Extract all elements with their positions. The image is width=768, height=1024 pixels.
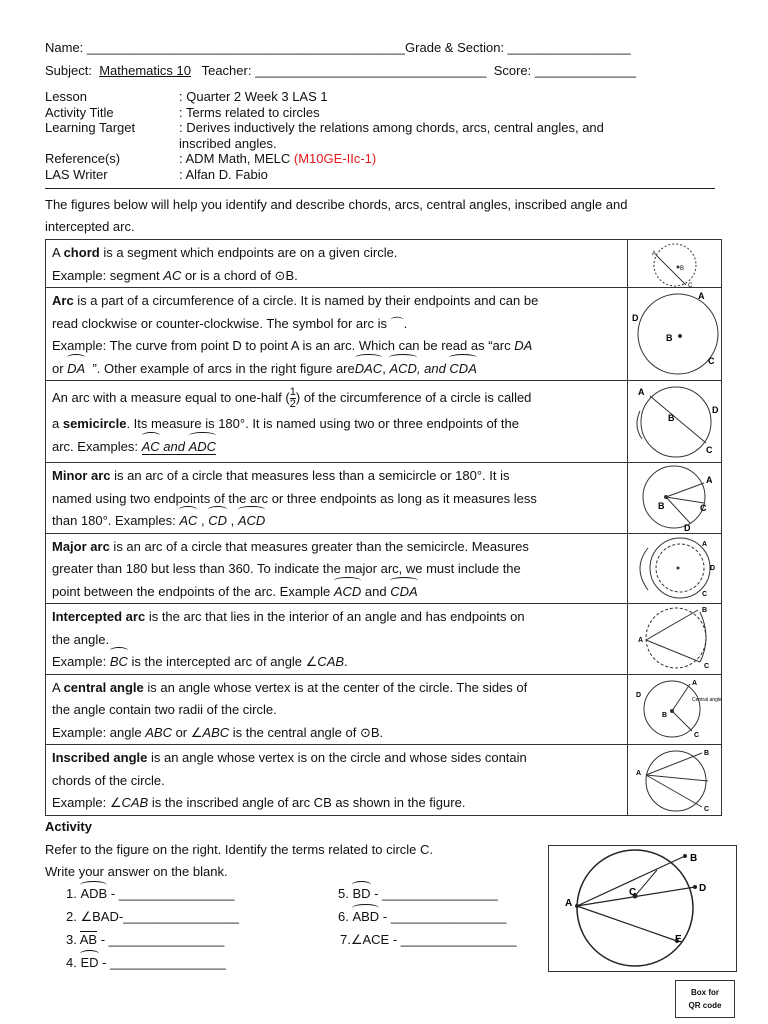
item-term: ABD	[352, 909, 380, 924]
label-d: D	[712, 405, 719, 415]
txt: named using two endpoints of the arc or three endpoints as long as it measures less	[52, 490, 537, 506]
central-angle-figure	[628, 674, 722, 745]
txt: Example: The curve from point D to point A is an arc. Which can be read as “arc	[52, 338, 515, 353]
arc-text: Arc is a part of a circumference of a circle. It is named by their endpoints and can be read clockwise or counter-clockwise. The symbol for arc is ⌒. Example: The curve from point D to point A is an arc. Which can be read as “arc DA or DA ”. Other example of arcs in the right figure areDAC, ACD, and CDA	[46, 288, 628, 381]
term-inscribed-angle: Inscribed angle	[52, 750, 148, 765]
txt: is a segment which endpoints are on a given circle.	[99, 245, 398, 260]
label-a: A	[638, 387, 645, 397]
term-intercepted-arc: Intercepted arc	[52, 609, 146, 624]
txt: An arc with a measure equal to one-half (	[52, 390, 290, 405]
major-arc-figure	[628, 533, 722, 604]
txt: A	[52, 679, 64, 695]
chord-diagram	[628, 240, 722, 288]
txt: ”. Other example of arcs in the right figure are	[85, 360, 355, 376]
answer-blank[interactable]: ________________	[382, 886, 498, 901]
frac-num: 1	[289, 386, 296, 399]
info-value: : Quarter 2 Week 3 LAS 1	[179, 89, 328, 104]
txt: is an arc of a circle that measures greater than the semicircle. Measures	[109, 538, 529, 554]
intro-line: intercepted arc.	[45, 219, 135, 234]
grade-label: Grade & Section:	[405, 40, 505, 55]
term-arc: Arc	[52, 293, 74, 308]
label-c: C	[704, 663, 710, 670]
txt: read clockwise or counter-clockwise. The symbol for arc is ⌒.	[52, 315, 408, 331]
label-a: A	[698, 291, 705, 301]
info-label: LAS Writer	[45, 166, 108, 182]
arc-cda: CDA	[390, 581, 417, 604]
label-c: C	[629, 887, 637, 898]
name-field[interactable]: ____________________________________________	[86, 40, 406, 55]
activity-item-5	[338, 886, 498, 901]
qr-label: Box for	[691, 988, 719, 997]
item-sep: -	[98, 955, 111, 970]
txt: is the inscribed angle of arc CB as shown in the figure.	[148, 795, 466, 810]
item-number: 7.	[340, 932, 351, 947]
intercepted-arc-diagram	[628, 604, 722, 672]
label-b: B	[690, 853, 698, 864]
item-term: AB	[79, 932, 98, 947]
table-row	[46, 288, 722, 381]
activity-title: Activity	[45, 819, 92, 834]
label-a: A	[638, 637, 644, 644]
semicircle-examples	[142, 439, 216, 455]
label-b: B	[662, 711, 668, 719]
arc-cda: CDA	[449, 358, 476, 381]
arc-bc: BC	[110, 651, 128, 674]
activity-item-4	[66, 955, 226, 970]
txt: point between the endpoints of the arc. Example	[52, 583, 334, 599]
activity-circle-diagram	[549, 846, 736, 971]
central-angle-note: Central angle	[692, 696, 722, 703]
arc-acd: ACD	[389, 358, 416, 381]
term-major-arc: Major arc	[52, 538, 110, 554]
info-value: : Terms related to circles	[179, 104, 320, 120]
item-number: 1.	[66, 886, 77, 901]
frac-den: 2	[289, 398, 296, 411]
table-row	[46, 604, 722, 675]
table-row	[46, 381, 722, 463]
table-row	[46, 533, 722, 604]
label-d: D	[699, 883, 707, 894]
label-c: C	[706, 445, 713, 455]
term-minor-arc: Minor arc	[52, 468, 111, 483]
arc-da: DA	[514, 338, 533, 353]
qr-label: QR code	[688, 1001, 722, 1010]
minor-arc-figure	[628, 463, 722, 534]
table-row	[46, 674, 722, 745]
arc-acd: ACD	[238, 510, 265, 533]
inscribed-angle-figure	[628, 745, 722, 816]
subject-row	[45, 63, 636, 78]
arc-ac: AC	[142, 436, 160, 459]
txt: and	[159, 438, 189, 454]
answer-blank[interactable]: ________________	[390, 909, 507, 924]
semicircle-diagram	[628, 381, 722, 463]
activity-item-1	[66, 886, 234, 901]
answer-blank[interactable]: ________________	[400, 932, 517, 947]
lesson-info	[45, 89, 604, 182]
item-number: 2.	[66, 909, 77, 924]
txt: the angle.	[52, 631, 110, 647]
txt: . Its measure is 180°. It is named using two or three endpoints of the	[126, 416, 519, 431]
answer-blank[interactable]: ________________	[108, 932, 225, 947]
txt: is an angle whose vertex is at the center of the circle. The sides of	[143, 679, 528, 695]
txt: is the intercepted arc of angle	[127, 654, 306, 669]
score-field[interactable]: ______________	[534, 63, 637, 78]
txt: or	[171, 724, 191, 740]
item-sep: -	[379, 909, 391, 924]
inscribed-angle-diagram	[628, 745, 722, 815]
label-b: B	[704, 750, 710, 757]
label-d: D	[636, 691, 642, 699]
item-sep: -	[97, 932, 109, 947]
label-d: D	[632, 313, 639, 323]
txt: , and	[416, 360, 450, 376]
info-value: : Alfan D. Fabio	[179, 166, 268, 182]
arc-cd: CD	[208, 510, 227, 533]
txt: greater than 180 but less than 360. To indicate the major arc, we must include the	[52, 561, 521, 576]
txt: Example:	[52, 654, 110, 669]
label-a: A	[652, 251, 657, 257]
arc-adc: ADC	[189, 436, 216, 459]
activity-item-2	[66, 909, 239, 925]
label-b: B	[680, 266, 685, 272]
major-arc-diagram	[628, 534, 722, 603]
term-central-angle: central angle	[63, 679, 144, 695]
teacher-field[interactable]: ________________________________	[255, 63, 487, 78]
table-row	[46, 463, 722, 534]
semicircle-figure	[628, 381, 722, 463]
item-sep: -	[370, 886, 383, 901]
txt: is the arc that lies in the interior of an angle and has endpoints on	[145, 609, 525, 624]
label-d: D	[710, 564, 716, 572]
info-label: Learning Target	[45, 120, 136, 135]
label-a: A	[565, 898, 573, 909]
txt: ) of the circumference of a circle is called	[295, 390, 532, 405]
item-term: ∠BAD	[80, 909, 119, 924]
label-a: A	[702, 540, 708, 548]
item-number: 4.	[66, 955, 77, 970]
label-d: D	[684, 523, 691, 532]
name-row	[45, 40, 631, 55]
minor-arc-text: Minor arc is an arc of a circle that measures less than a semicircle or 180°. It is named using two endpoints of the arc or three endpoints as long as it measures less than 180°. Examples: AC , CD , ACD	[46, 463, 628, 534]
table-row	[46, 745, 722, 816]
txt: A	[52, 245, 64, 260]
subject-label: Subject:	[45, 63, 92, 78]
item-term: ADB	[80, 886, 108, 901]
answer-blank[interactable]: ________________	[123, 909, 239, 924]
txt: is the central angle of ⊙B.	[229, 724, 384, 740]
teacher-label: Teacher:	[201, 63, 252, 78]
label-c: C	[688, 283, 693, 288]
label-c: C	[708, 356, 715, 366]
term-semicircle: semicircle	[62, 416, 127, 431]
arc-acd: ACD	[334, 581, 361, 604]
arc-figure	[628, 288, 722, 381]
item-term: BD	[352, 886, 371, 901]
txt: Example: segment	[52, 267, 164, 283]
intercepted-arc-figure	[628, 604, 722, 675]
semicircle-text	[46, 381, 628, 463]
name-label: Name:	[45, 40, 84, 55]
chord-text	[46, 240, 628, 288]
txt: the angle contain two radii of the circle.	[52, 702, 277, 717]
txt: or	[52, 360, 68, 376]
txt: and	[361, 583, 391, 599]
item-sep: -	[118, 909, 124, 924]
item-number: 3.	[66, 932, 77, 947]
activity-instruction: Write your answer on the blank.	[45, 864, 228, 879]
divider	[45, 188, 715, 189]
activity-item-7	[340, 932, 516, 948]
label-c: C	[702, 590, 708, 598]
info-label: Lesson	[45, 89, 87, 104]
txt: is an arc of a circle that measures less than a semicircle or 180°. It is	[110, 468, 510, 483]
term-chord: chord	[63, 245, 100, 260]
central-angle-diagram	[628, 675, 722, 743]
arc-diagram	[628, 288, 722, 377]
item-term: ∠ACE	[350, 932, 390, 947]
intercepted-arc-text	[46, 604, 628, 675]
grade-field[interactable]: _________________	[507, 40, 631, 55]
angle-abc: ∠ABC	[190, 724, 230, 740]
label-e: E	[675, 934, 682, 945]
txt: Example:	[52, 795, 110, 810]
segment-ac: AC	[163, 267, 182, 283]
angle-cab: ∠CAB	[109, 795, 149, 810]
label-a: A	[636, 770, 642, 777]
activity-item-6	[338, 909, 506, 924]
label-c: C	[694, 731, 700, 739]
subject-value: Mathematics 10	[99, 63, 191, 78]
chord-figure	[628, 240, 722, 288]
angle-cab: ∠CAB	[305, 654, 345, 669]
activity-item-3	[66, 932, 224, 947]
major-arc-text	[46, 533, 628, 604]
melc-code: (M10GE-IIc-1)	[293, 151, 377, 166]
arc-dac: DAC	[355, 358, 382, 381]
label-a: A	[706, 475, 713, 485]
intro-text	[45, 194, 627, 238]
score-label: Score:	[493, 63, 532, 78]
txt: is a part of a circumference of a circle. It is named by their endpoints and can be	[73, 293, 539, 308]
txt: than 180°. Examples:	[52, 513, 180, 528]
central-angle-text	[46, 674, 628, 745]
txt: or is a chord of ⊙B.	[181, 267, 298, 283]
activity-instruction: Refer to the figure on the right. Identify the terms related to circle C.	[45, 842, 434, 857]
txt: a	[52, 416, 63, 431]
label-b: B	[666, 333, 673, 343]
txt: is an angle whose vertex is on the circle and whose sides contain	[147, 750, 527, 765]
info-value: inscribed angles.	[179, 135, 277, 151]
label-c: C	[704, 806, 710, 813]
info-label: Reference(s)	[45, 151, 121, 166]
activity-figure	[548, 845, 737, 972]
inscribed-angle-text	[46, 745, 628, 816]
info-value: : Derives inductively the relations among chords, arcs, central angles, and	[179, 120, 604, 135]
terms-table	[45, 239, 722, 816]
item-number: 6.	[338, 909, 349, 924]
answer-blank[interactable]: ________________	[110, 955, 226, 970]
info-label: Activity Title	[45, 104, 114, 120]
angle-abc-name: ABC	[145, 724, 172, 740]
info-value: : ADM Math, MELC	[179, 151, 294, 166]
answer-blank[interactable]: ________________	[118, 886, 235, 901]
label-b: B	[658, 501, 665, 511]
intro-line: The figures below will help you identify and describe chords, arcs, central angles, inscribed angle and	[45, 197, 628, 212]
qr-code-box	[675, 980, 735, 1018]
label-b: B	[702, 607, 708, 614]
item-number: 5.	[338, 886, 349, 901]
item-sep: -	[389, 932, 401, 947]
label-c: C	[700, 503, 707, 513]
txt: chords of the circle.	[52, 772, 165, 788]
txt: Example: angle	[52, 724, 146, 740]
item-term: ED	[80, 955, 99, 970]
label-b: B	[668, 413, 675, 423]
txt: arc. Examples:	[52, 438, 142, 454]
item-sep: -	[107, 886, 119, 901]
arc-da-symbol: DA	[67, 358, 85, 381]
label-a: A	[692, 679, 698, 687]
minor-arc-diagram	[628, 463, 722, 532]
txt: .	[344, 654, 348, 669]
table-row	[46, 240, 722, 288]
arc-ac: AC	[179, 510, 197, 533]
